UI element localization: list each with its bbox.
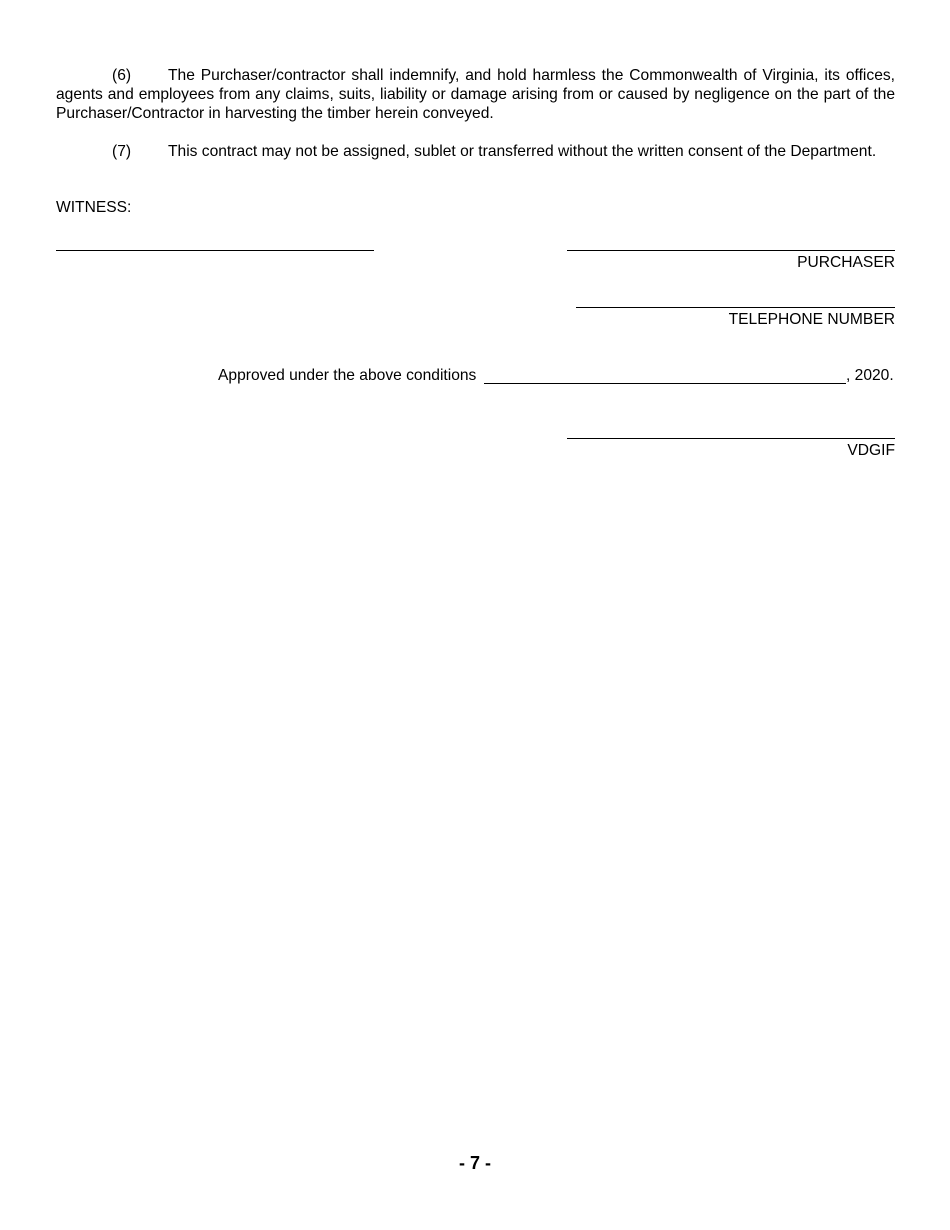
approval-prefix: Approved under the above conditions <box>218 367 477 384</box>
vdgif-signature-line <box>567 438 895 439</box>
approval-text <box>218 366 476 385</box>
vdgif-label: VDGIF <box>847 442 895 459</box>
paragraph-6 <box>56 66 895 123</box>
approval-year: , 2020. <box>846 367 894 384</box>
witness-label: WITNESS: <box>56 199 132 216</box>
paragraph-7-text: This contract may not be assigned, sublet or transferred without the written consent of the Department. <box>168 143 877 160</box>
approval-date-line <box>484 383 846 384</box>
telephone-label: TELEPHONE NUMBER <box>728 311 895 328</box>
paragraph-6-number: (6) <box>112 67 132 84</box>
paragraph-7-number: (7) <box>112 143 132 160</box>
paragraph-6-text: The Purchaser/contractor shall indemnify, and hold harmless the Commonwealth of Virginia, its offices, agents and employees from any claims, suits, liability or damage arising from or caused by negligence on the part of the Purchaser/Contractor in harvesting the timber herein conveyed. <box>56 67 895 122</box>
purchaser-signature-line <box>567 250 895 251</box>
purchaser-label: PURCHASER <box>797 254 895 271</box>
witness-signature-line <box>56 250 374 251</box>
paragraph-7 <box>56 142 895 161</box>
telephone-line <box>576 307 895 308</box>
page-number: - 7 - <box>458 1153 491 1173</box>
